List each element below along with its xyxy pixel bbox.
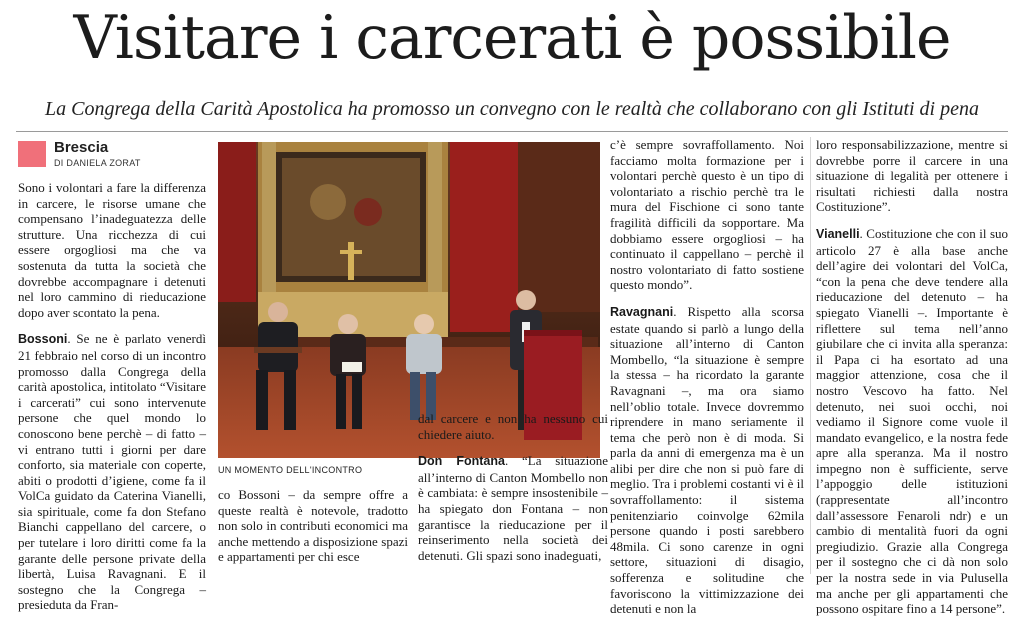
byline-city: Brescia [54, 139, 109, 156]
text-bossoni: . Se ne è parlato venerdì 21 febbraio nel corso di un incontro promosso dalla Congrega della carità apostolica, intitolato “Visitare i carcerati” cui sono intervenute persone che quel mondo lo conoscono bene perchè – di fatto – vi entrano tutti i giorni per dare conforto, sia materiale con coperte, abiti o prodotti d’igiene, come fa il VolCa guidato da Caterina Vianelli, sia spirituale, come fa don Stefano Bianchi cappellano del carcere, o per tutelare i loro diritti come fa la garante delle persone private della libertà, Luisa Ravagnani. E il sostegno che la Congrega – presieduta da Fran- [18, 331, 206, 613]
paragraph-vianelli [816, 226, 1008, 617]
headline: Visitare i carcerati è possibile [73, 3, 951, 73]
subheadline: La Congrega della Carità Apostolica ha promosso un convegno con le realtà che collaborano con gli Istituti di pena [45, 98, 979, 120]
photo-caption: UN MOMENTO DELL'INCONTRO [218, 465, 363, 475]
section-marker [18, 141, 46, 167]
text-vianelli: . Costituzione che con il suo articolo 27 è alla base anche dell’agire dei volontari del VolCa, “con la pena che deve tendere alla rieducazione del detenuto – ha spiegato Vianelli –. Importante è riflettere sul tema nell’anno giubilare che ci invita alla speranza: il Papa ci ha esortato ad una maggior attenzione, cosa che il nostro Vescovo ha fatto. Nel detenuto, nei suoi occhi, noi vediamo il Signore come vuole il mandato evangelico, e la nostra fede apre alla speranza. Ma il nostro impegno non è sufficiente, serve l’appoggio delle istituzioni (rappresentate all’incontro dall’assessore Fenaroli ndr) e un cambio di mentalità fuori da ogni pregiudizio. Grazie alla Congrega per il sostegno che ci dà non solo per la nostra sede in via Pulusella ma anche per gli appartamenti che possono ospitare fino a 14 persone”. [816, 225, 1008, 617]
paragraph-bossoni [18, 331, 206, 613]
article-column-2 [218, 487, 408, 574]
lead-fontana: Don Fontana [418, 454, 505, 469]
lead-ravagnani: Ravagnani [610, 304, 674, 319]
paragraph-ravagnani [610, 304, 804, 617]
paragraph-fontana-cont: c’è sempre sovraffollamento. Noi facciamo molta formazione per i volontari perchè questo è un tipo di volontariato a rischio perchè tra le mura del Fischione ci sono tante fragilità difficili da sopportare. Ma dobbiamo essere orgogliosi – ha continuato il cappellano – perchè il nostro volontariato di fatto sostiene questo mondo”. [610, 137, 804, 293]
article-column-1 [18, 180, 206, 613]
divider [16, 131, 1008, 132]
text-ravagnani: . Rispetto alla scorsa estate quando si parlò a lungo della situazione all’interno di Canton Mombello, “la situazione è sempre la stessa – ha ricordato la garante Ravagnani –, ma ora siamo nell’oblio totale. Invece dovremmo riprendere in mano seriamente il tema che però non è di moda. Si parla da anni di emergenza ma è un alibi per dire che non si può fare di meglio. Tra i problemi costanti vi è il sovraffollamento: il sistema penitenziario coinvolge 62mila persone quando i posti sarebbero 48mila. Ci sono carenze in ogni settore, situazioni di disagio, sofferenza e solitudine che favoriscono la vittimizzazione dei detenuti e non la [610, 303, 804, 617]
article-column-3 [418, 411, 608, 574]
byline-author: DI DANIELA ZORAT [54, 158, 141, 168]
column-separator [810, 137, 811, 574]
paragraph-bossoni-end: dal carcere e non ha nessuno cui chiedere aiuto. [418, 411, 608, 442]
article-column-4 [610, 137, 804, 617]
text-fontana: . “La situazione all’interno di Canton Mombello non è cambiata: è sempre insostenibile – ha spiegato don Fontana – non garantisce la rieducazione per il reinserimento nella società dei detenuti. Gli spazi sono inadeguati, [418, 453, 608, 563]
paragraph-bossoni-cont: co Bossoni – da sempre offre a queste realtà è notevole, tradotto non solo in contributi economici ma anche mettendo a disposizione spazi e appartamenti per chi esce [218, 487, 408, 565]
paragraph-fontana [418, 453, 608, 563]
lead-vianelli: Vianelli [816, 226, 860, 241]
paragraph-intro: Sono i volontari a fare la differenza in carcere, le risorse umane che compensano l’inadeguatezza delle strutture. Una ricchezza di cui essere orgogliosi ma che va sostenuta da tutta la società che dovrebbe accompagnare i detenuti nel loro cammino di rieducazione dopo aver scontato la pena. [18, 180, 206, 320]
paragraph-ravagnani-cont: loro responsabilizzazione, mentre si dovrebbe porre il carcere in una situazione di legalità per ottenere i risultati richiesti dalla nostra Costituzione”. [816, 137, 1008, 215]
lead-bossoni: Bossoni [18, 332, 68, 347]
article-column-5 [816, 137, 1008, 617]
